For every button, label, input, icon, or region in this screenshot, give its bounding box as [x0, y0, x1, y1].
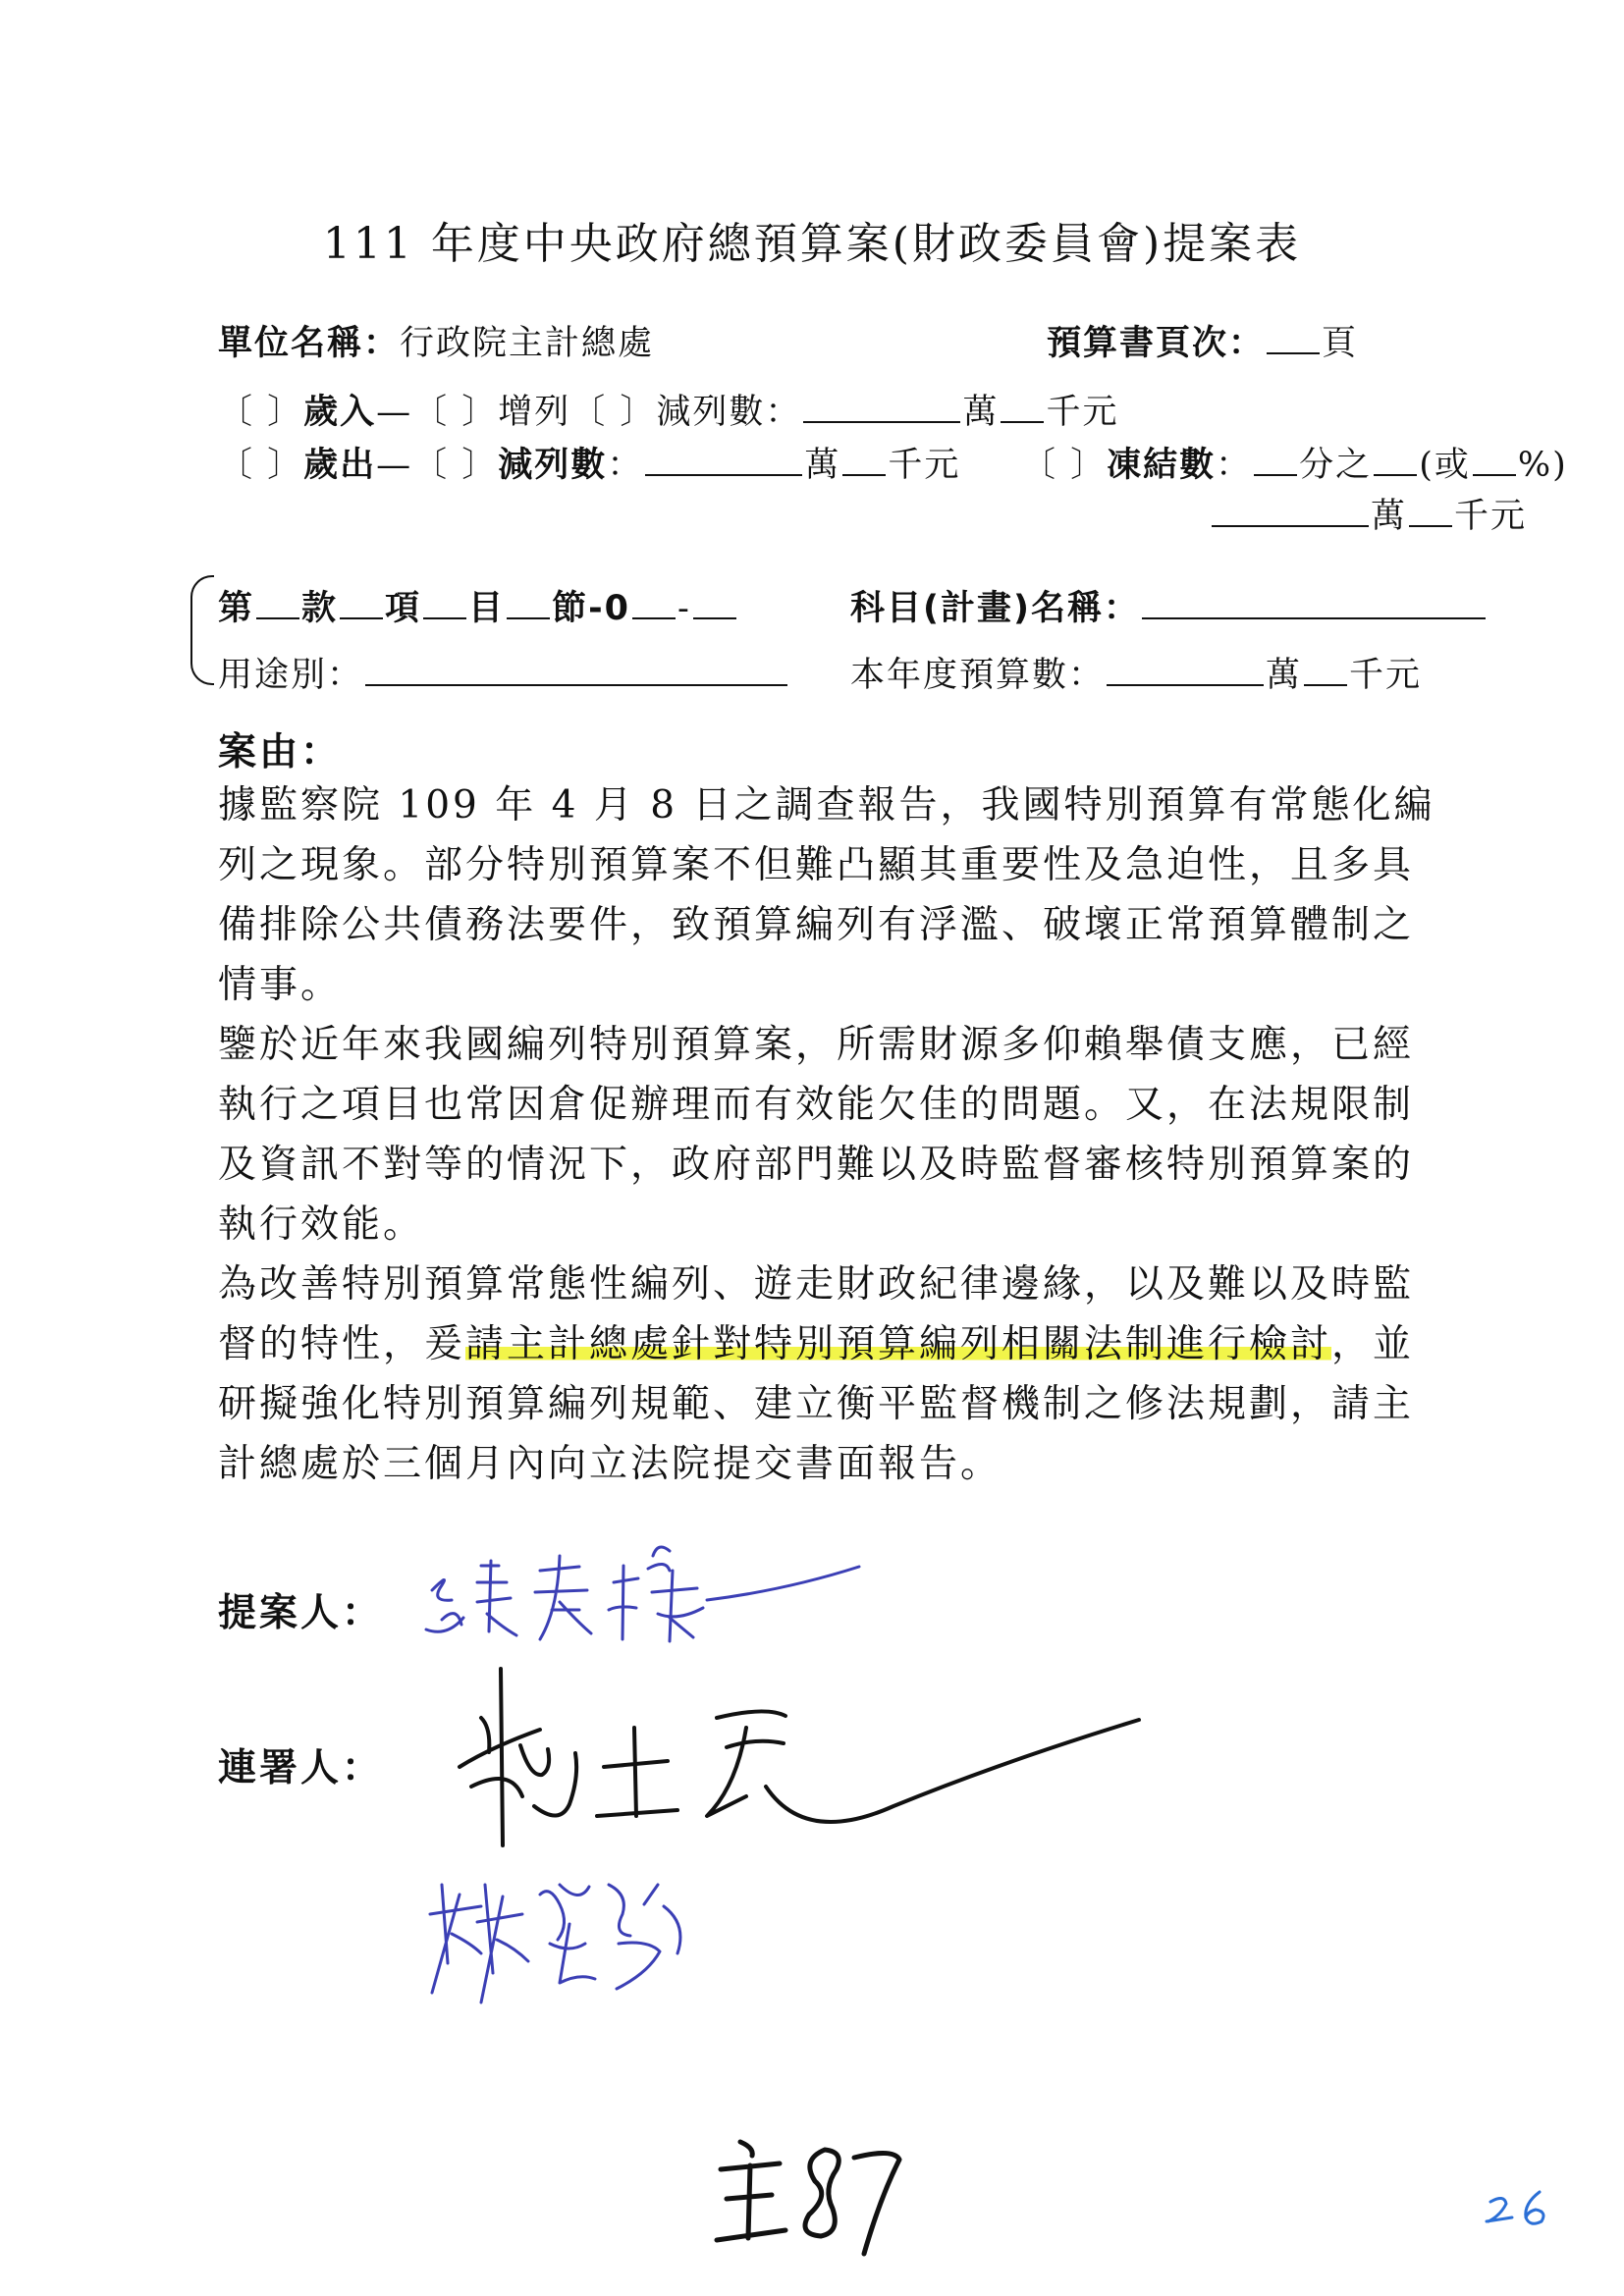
freeze-row — [1021, 438, 1568, 487]
jie-sub2-blank[interactable] — [693, 586, 736, 619]
expense-colon: ： — [607, 446, 644, 485]
classification-brace — [190, 575, 214, 685]
class-mu: 目 — [468, 589, 506, 628]
freeze-numerator-blank[interactable] — [1254, 443, 1297, 476]
class-jie: 節-0 — [552, 589, 630, 628]
budget-wan-blank[interactable] — [1107, 653, 1264, 686]
unit-value: 行政院主計總處 — [400, 324, 655, 363]
class-xiang: 項 — [385, 589, 422, 628]
proposer-label: 提案人： — [218, 1591, 384, 1635]
usage-row — [218, 648, 789, 697]
freeze-pct: %) — [1517, 446, 1568, 485]
income-dash: — — [376, 393, 413, 432]
freeze-fenzhi: 分之 — [1299, 446, 1373, 485]
expense-qian-blank[interactable] — [842, 443, 886, 476]
usage-label: 用途別： — [218, 656, 364, 695]
expense-checkbox[interactable]: 〔 〕 — [218, 446, 304, 485]
cosigner-signature-1 — [432, 1659, 1178, 1855]
reason-paragraph-3 — [218, 1255, 1435, 1494]
kuan-blank[interactable] — [256, 586, 299, 619]
para3-highlight: 請主計總處針對特別預算編列相關法制進行檢討 — [465, 1322, 1332, 1366]
cosigner-signature-2 — [412, 1845, 766, 2012]
class-dash: - — [677, 589, 691, 628]
subject-blank[interactable] — [1142, 586, 1486, 619]
freeze-denominator-blank[interactable] — [1374, 443, 1417, 476]
subject-row — [850, 581, 1488, 630]
budget-page-row — [1047, 316, 1358, 365]
freeze-label: 凍結數 — [1107, 446, 1217, 485]
budget-amount-row — [850, 648, 1422, 697]
freeze-percent-blank[interactable] — [1473, 443, 1516, 476]
page-number-mark — [1483, 2184, 1571, 2233]
class-kuan: 款 — [301, 589, 339, 628]
unit-name-row — [218, 316, 654, 365]
expense-reduce-label: 減列數 — [498, 446, 608, 485]
subject-label: 科目(計畫)名稱： — [850, 589, 1140, 628]
freeze-qian-unit: 千元 — [1454, 497, 1528, 536]
mu-blank[interactable] — [423, 586, 466, 619]
budget-qian-unit: 千元 — [1349, 656, 1423, 695]
jie-sub-blank[interactable] — [632, 586, 676, 619]
budget-page-blank[interactable] — [1267, 321, 1320, 354]
income-wan-unit: 萬 — [962, 393, 1000, 432]
income-checkbox[interactable]: 〔 〕 — [218, 393, 304, 432]
expense-label: 歲出 — [303, 446, 377, 485]
freeze-colon: ： — [1216, 446, 1253, 485]
freeze-wan-unit: 萬 — [1371, 497, 1408, 536]
income-label: 歲入 — [303, 393, 377, 432]
class-di: 第 — [218, 589, 255, 628]
budget-wan-unit: 萬 — [1266, 656, 1303, 695]
reason-heading: 案由： — [218, 730, 343, 774]
budget-qian-blank[interactable] — [1304, 653, 1347, 686]
expense-wan-blank[interactable] — [645, 443, 802, 476]
budget-amount-label: 本年度預算數： — [850, 656, 1106, 695]
expense-qian-unit: 千元 — [888, 446, 961, 485]
income-qian-unit: 千元 — [1046, 393, 1119, 432]
expense-dash: — — [376, 446, 413, 485]
expense-wan-unit: 萬 — [804, 446, 841, 485]
freeze-checkbox[interactable]: 〔 〕 — [1021, 446, 1108, 485]
classification-row — [218, 581, 738, 630]
xiang-blank[interactable] — [340, 586, 383, 619]
expense-reduce-checkbox[interactable]: 〔 〕 — [412, 446, 499, 485]
freeze-wan-blank[interactable] — [1212, 494, 1369, 527]
income-row — [218, 385, 1118, 434]
proposer-signature — [412, 1512, 884, 1659]
freeze-amount-row — [1210, 489, 1527, 538]
freeze-qian-blank[interactable] — [1409, 494, 1452, 527]
reason-paragraph-2: 鑒於近年來我國編列特別預算案，所需財源多仰賴舉債支應，已經執行之項目也常因倉促辦理而有效能欠佳的問題。又，在法規限制及資訊不對等的情況下，政府部門難以及時監督審核特別預算案的執行效能。 — [218, 1023, 1415, 1247]
para3-after: ，並研擬強化特別預算編列規範、建立衡平監督機制之修法規劃，請主計總處於三個月內向立法院提交書面報告。 — [218, 1322, 1415, 1486]
freeze-or: (或 — [1419, 446, 1471, 485]
income-reduce-option[interactable]: 〔 〕減列數： — [570, 393, 802, 432]
unit-label: 單位名稱： — [218, 324, 401, 363]
reason-paragraph-1: 據監察院 109 年 4 月 8 日之調查報告，我國特別預算有常態化編列之現象。部分特別預算案不但難凸顯其重要性及急迫性，且多具備排除公共債務法要件，致預算編列有浮濫、破壞正常預算體制之情事。 — [218, 783, 1435, 1007]
income-wan-blank[interactable] — [803, 390, 960, 423]
page-title: 111 年度中央政府總預算案(財政委員會)提案表 — [322, 219, 1302, 269]
expense-row — [218, 438, 960, 487]
income-add-option[interactable]: 〔 〕增列 — [412, 393, 571, 432]
budget-page-label: 預算書頁次： — [1047, 324, 1266, 363]
para3-before: 為改善特別預算常態性編列、遊走財政紀律邊緣，以及難以及時監督的特性，爰 — [218, 1262, 1415, 1366]
usage-blank[interactable] — [365, 653, 787, 686]
income-qian-blank[interactable] — [1001, 390, 1044, 423]
cosigner-label: 連署人： — [218, 1746, 384, 1790]
handwritten-reference-mark — [707, 2130, 923, 2268]
budget-page-suffix: 頁 — [1322, 324, 1359, 363]
jie-blank[interactable] — [507, 586, 550, 619]
